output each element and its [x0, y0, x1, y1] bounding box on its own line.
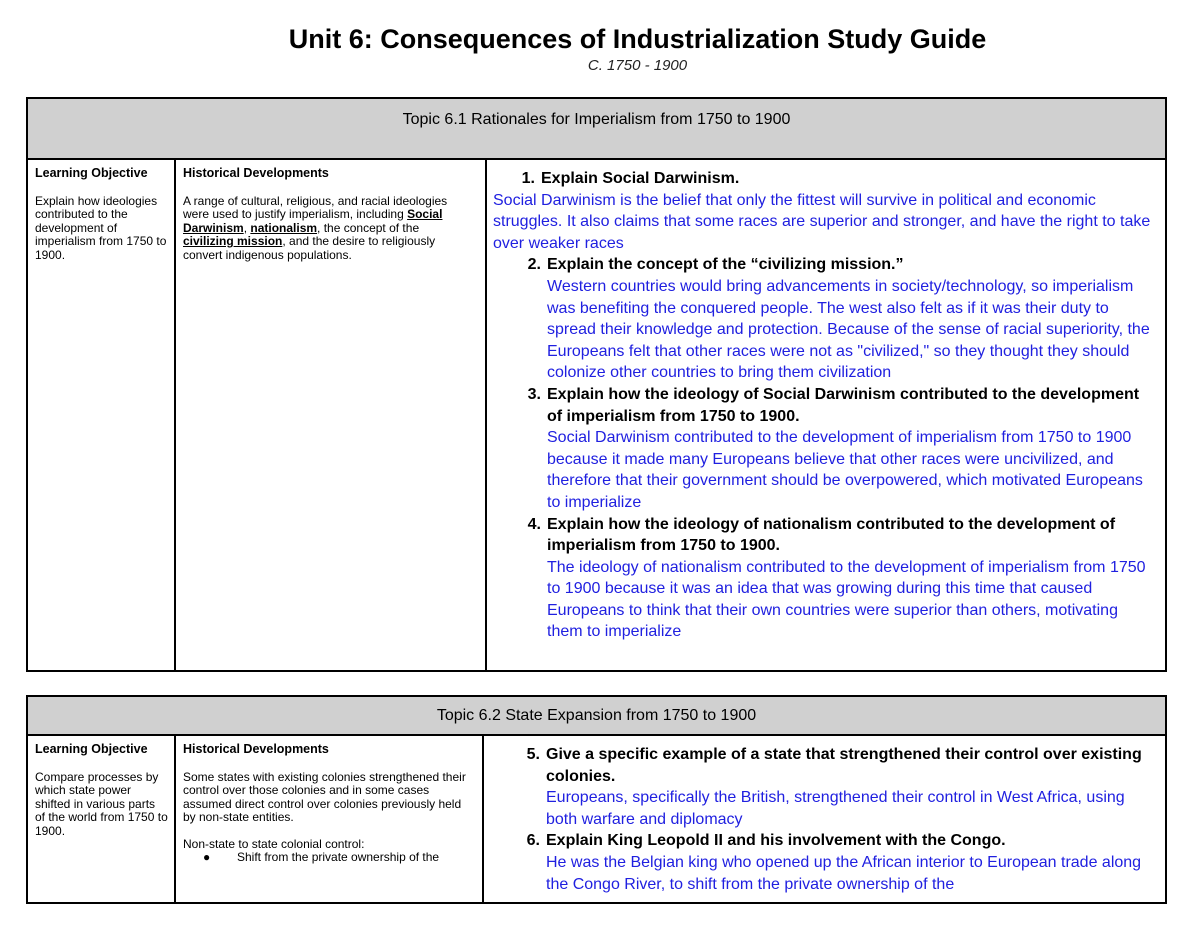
- question-3: [493, 384, 1157, 514]
- topic-6-1-header: Topic 6.1 Rationales for Imperialism from 1750 to 1900: [28, 99, 1165, 160]
- question-number: 4.: [527, 515, 541, 533]
- topic-6-2-header: Topic 6.2 State Expansion from 1750 to 1900: [28, 697, 1165, 736]
- question-text: Explain King Leopold II and his involvement with the Congo.: [546, 832, 1006, 850]
- historical-developments-cell: [176, 160, 487, 670]
- question-number: 6.: [526, 832, 540, 850]
- question-4: [493, 514, 1157, 644]
- question-text: Give a specific example of a state that strengthened their control over existing colonies.: [546, 746, 1142, 785]
- questions-cell: [484, 736, 1165, 902]
- topic-6-2-table: [26, 695, 1167, 904]
- question-text: Explain Social Darwinism.: [541, 170, 740, 187]
- page-subtitle: C. 1750 - 1900: [587, 57, 688, 74]
- term-nationalism: nationalism: [250, 220, 318, 235]
- historical-developments-text: A range of cultural, religious, and racial ideologies were used to justify imperialism, including Social Darwinism, nationalism, the concept of the civilizing mission, and the desire to religiously convert indigenous populations.: [183, 193, 448, 262]
- question-text: Explain how the ideology of nationalism contributed to the development of imperialism from 1750 to 1900.: [547, 515, 1116, 555]
- learning-objective-cell: [28, 160, 176, 670]
- question-5: [490, 744, 1157, 830]
- question-text: Explain the concept of the “civilizing mission.”: [547, 256, 904, 274]
- answer-text: He was the Belgian king who opened up the African interior to European trade along the Congo River, to shift from the private ownership of the: [546, 853, 1142, 893]
- question-2: [493, 254, 1157, 384]
- question-number: 1.: [521, 170, 535, 187]
- bullet-item: [203, 851, 476, 865]
- question-1: [493, 168, 1157, 254]
- historical-developments-heading: Historical Developments: [183, 742, 329, 756]
- historical-developments-text: Some states with existing colonies strengthened their control over those colonies and in some cases assumed direct control over colonies previously held by non-state entities.: [183, 769, 466, 824]
- answer-text: Europeans, specifically the British, strengthened their control in West Africa, using both warfare and diplomacy: [546, 789, 1125, 828]
- answer-text: The ideology of nationalism contributed to the development of imperialism from 1750 to 1900 because it was an idea that was growing during this time that caused Europeans to think that their own countries were superior than others, motivating them to imperialize: [547, 558, 1146, 641]
- historical-developments-cell: [176, 736, 484, 902]
- questions-cell: [487, 160, 1165, 670]
- page-title: Unit 6: Consequences of Industrialization Study Guide: [288, 24, 987, 54]
- answer-text: Western countries would bring advancements in society/technology, so imperialism was benefiting the conquered people. The west also felt as if it was their duty to spread their knowledge and protection. Because of the sense of racial superiority, the Europeans felt that other races were not as "civilized," so they thought they should colonize other countries to bring them civilization: [547, 277, 1150, 382]
- question-number: 2.: [527, 256, 541, 274]
- learning-objective-heading: Learning Objective: [35, 166, 148, 180]
- learning-objective-cell: [28, 736, 176, 902]
- question-number: 3.: [527, 385, 541, 403]
- question-text: Explain how the ideology of Social Darwinism contributed to the development of imperialism from 1750 to 1900.: [547, 385, 1140, 425]
- bullet-icon: ●: [203, 850, 211, 864]
- answer-text: Social Darwinism is the belief that only the fittest will survive in political and economic struggles. It also claims that some races are superior and stronger, and have the right to take over weaker races: [493, 191, 1151, 252]
- learning-objective-heading: Learning Objective: [35, 742, 148, 756]
- topic-6-1-table: [26, 97, 1167, 672]
- learning-objective-text: Compare processes by which state power shifted in various parts of the world from 1750 to 1900.: [35, 769, 168, 838]
- historical-developments-heading: Historical Developments: [183, 166, 329, 180]
- answer-text: Social Darwinism contributed to the development of imperialism from 1750 to 1900 because it made many Europeans believe that other races were uncivilized, and therefore that their government should be overpowered, which motivated Europeans to imperialize: [547, 429, 1143, 511]
- term-civilizing-mission: civilizing mission: [183, 234, 283, 248]
- learning-objective-text: Explain how ideologies contributed to the development of imperialism from 1750 to 1900.: [35, 193, 167, 262]
- question-6: [490, 830, 1157, 895]
- historical-developments-text-2: Non-state to state colonial control:: [183, 836, 365, 851]
- bullet-text: Shift from the private ownership of the: [237, 850, 440, 864]
- question-number: 5.: [526, 746, 540, 763]
- term-social-darwinism: Social Darwinism: [183, 207, 443, 235]
